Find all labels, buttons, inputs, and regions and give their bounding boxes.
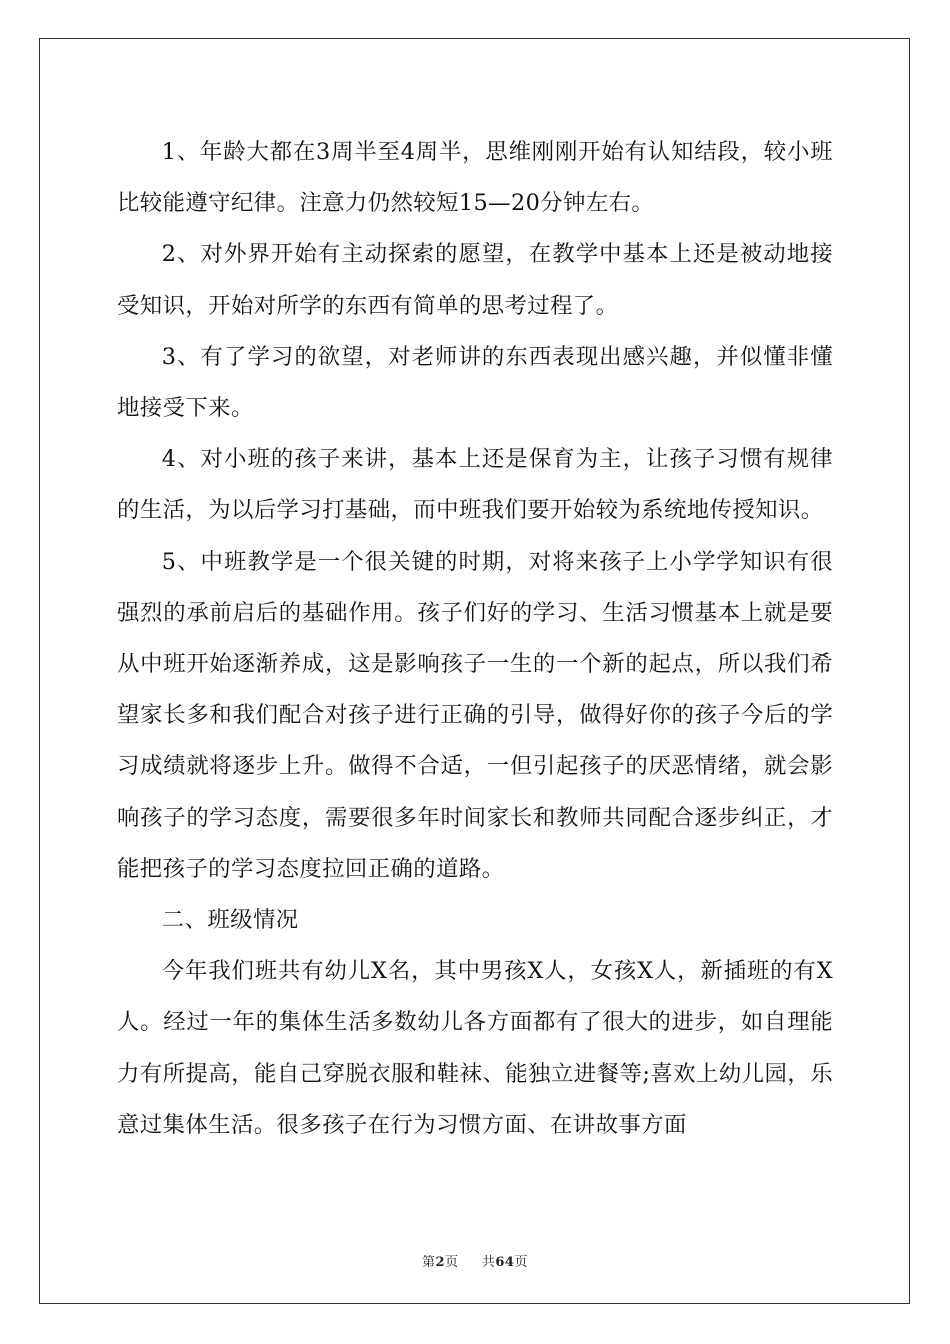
paragraph-3: 3、有了学习的欲望，对老师讲的东西表现出感兴趣，并似懂非懂地接受下来。 [117,343,833,422]
paragraph-5: 5、中班教学是一个很关键的时期，对将来孩子上小学学知识有很强烈的承前启后的基础作用。孩子们好的学习、生活习惯基本上就是要从中班开始逐渐养成，这是影响孩子一生的一个新的起点，所以我们希望家长多和我们配合对孩子进行正确的引导，做得好你的孩子今后的学习成绩就将逐步上升。做得不合适，一但引起孩子的厌恶情绪，就会影响孩子的学习态度，需要很多年时间家长和教师共同配合逐步纠正，才能把孩子的学习态度拉回正确的道路。 [117,548,833,882]
paragraph-4: 4、对小班的孩子来讲，基本上还是保育为主，让孩子习惯有规律的生活，为以后学习打基础，而中班我们要开始较为系统地传授知识。 [117,446,833,524]
section-heading-class-situation: 二、班级情况 [161,907,299,934]
total-suffix: 页 [514,1255,528,1270]
document-body [117,127,833,1151]
paragraph-1: 1、年龄大都在3周半至4周半，思维刚刚开始有认知结段，较小班比较能遵守纪律。注意力仍然较短15—20分钟左右。 [117,139,833,217]
paragraph-class-situation: 今年我们班共有幼儿X名，其中男孩X人，女孩X人，新插班的有X人。经过一年的集体生活多数幼儿各方面都有了很大的进步，如自理能力有所提高，能自己穿脱衣服和鞋袜、能独立进餐等;喜欢上幼儿园，乐意过集体生活。很多孩子在行为习惯方面、在讲故事方面 [117,958,833,1138]
page-suffix: 页 [445,1255,459,1270]
paragraph-2: 2、对外界开始有主动探索的愿望，在教学中基本上还是被动地接受知识，开始对所学的东西有简单的思考过程了。 [117,241,833,319]
total-prefix: 共 [481,1255,496,1270]
page-prefix: 第 [422,1255,436,1270]
page-footer [0,1251,950,1270]
page-number-current: 2 [435,1255,446,1270]
page-number-total: 64 [495,1255,515,1270]
